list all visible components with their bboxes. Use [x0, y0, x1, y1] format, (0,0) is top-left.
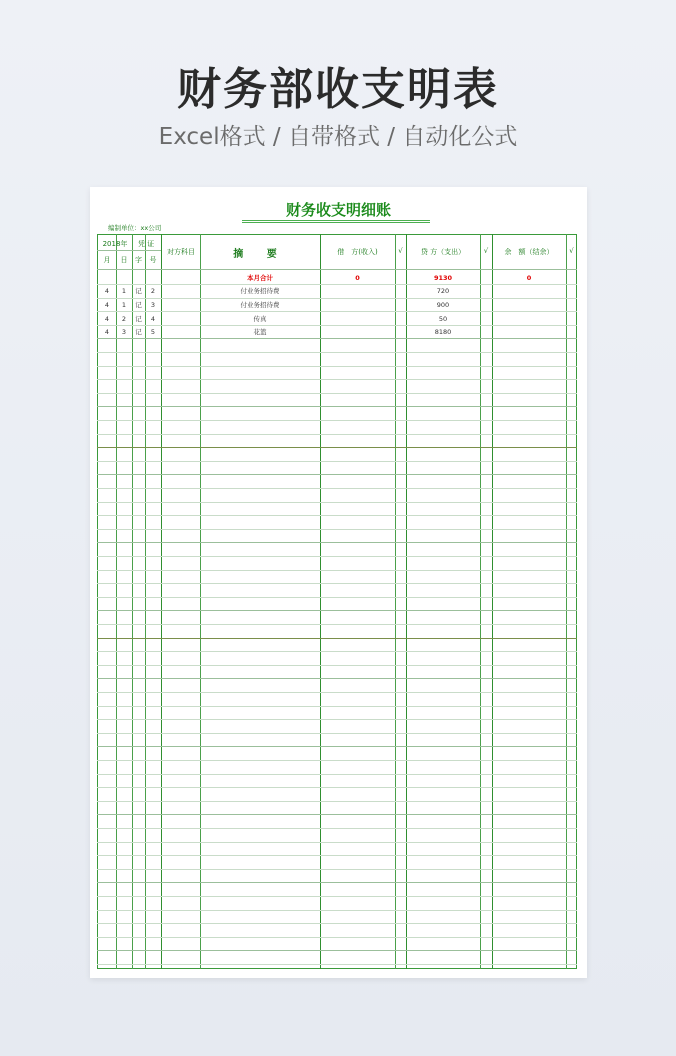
grid-row-line [97, 706, 577, 707]
header-type: 字 [135, 256, 142, 264]
total-balance: 0 [526, 274, 532, 282]
row-type: 记 [135, 315, 142, 323]
grid-row-line [97, 665, 577, 666]
grid-column-line [132, 234, 133, 969]
grid-column-line [480, 234, 481, 969]
row-summary: 传真 [253, 315, 267, 323]
header-day: 日 [120, 256, 128, 264]
row-credit: 720 [436, 287, 450, 295]
grid-row-line [97, 882, 577, 883]
grid-row-line [97, 787, 577, 788]
header-account: 对方科目 [167, 248, 195, 256]
ledger-grid [97, 234, 577, 969]
grid-column-line [406, 234, 407, 969]
row-summary: 付业务招待费 [240, 301, 280, 309]
grid-column-line [320, 234, 321, 969]
grid-header-line [97, 269, 577, 270]
header-debit: 借 方(收入) [337, 248, 378, 256]
grid-row-line [97, 434, 577, 435]
header-summary: 摘 要 [233, 249, 287, 260]
grid-row-line [97, 774, 577, 775]
header-check-2: √ [483, 247, 489, 255]
row-summary: 付业务招待费 [240, 287, 280, 295]
grid-row-line [97, 733, 577, 734]
grid-row-line [97, 393, 577, 394]
grid-row-line [97, 610, 577, 611]
grid-row-line [97, 406, 577, 407]
grid-column-line [200, 234, 201, 969]
unit-label: 编制单位：xx公司 [108, 224, 162, 232]
grid-row-line [97, 366, 577, 367]
row-type: 记 [135, 328, 142, 336]
grid-row-line [97, 311, 577, 312]
grid-row-line [97, 855, 577, 856]
header-credit: 贷 方（支出） [420, 248, 466, 256]
grid-row-line [97, 624, 577, 625]
row-day: 3 [121, 328, 127, 336]
grid-row-line [97, 719, 577, 720]
grid-row-line [97, 692, 577, 693]
grid-row-line [97, 352, 577, 353]
row-month: 4 [104, 301, 110, 309]
row-credit: 50 [438, 315, 448, 323]
total-credit: 9130 [433, 274, 453, 282]
row-type: 记 [135, 301, 142, 309]
grid-row-line [97, 923, 577, 924]
grid-row-line [97, 678, 577, 679]
grid-row-line [97, 488, 577, 489]
grid-row-line [97, 801, 577, 802]
grid-column-line [395, 234, 396, 969]
header-month: 月 [103, 256, 111, 264]
grid-row-line [97, 570, 577, 571]
grid-column-line [116, 234, 117, 969]
grid-row-line [97, 597, 577, 598]
page-subtitle: Excel格式 / 自带格式 / 自动化公式 [158, 124, 518, 150]
row-day: 1 [121, 287, 127, 295]
grid-row-line [97, 325, 577, 326]
grid-row-line [97, 814, 577, 815]
grid-row-line [97, 760, 577, 761]
grid-row-line [97, 583, 577, 584]
grid-row-line [97, 950, 577, 951]
page-title: 财务部收支明表 [177, 64, 499, 115]
header-year: 2018年 [102, 240, 128, 248]
grid-row-line [97, 638, 577, 639]
grid-row-line [97, 651, 577, 652]
grid-row-line [97, 937, 577, 938]
grid-row-line [97, 896, 577, 897]
grid-row-line [97, 556, 577, 557]
grid-row-line [97, 910, 577, 911]
grid-row-line [97, 515, 577, 516]
header-check-3: √ [569, 247, 574, 255]
grid-row-line [97, 964, 577, 965]
grid-row-line [97, 746, 577, 747]
title-underline-2 [242, 222, 430, 223]
row-month: 4 [104, 328, 110, 336]
header-balance: 余 额（结余） [504, 248, 554, 256]
header-number: 号 [149, 256, 157, 264]
row-credit: 8180 [434, 328, 452, 336]
row-month: 4 [104, 287, 110, 295]
grid-row-line [97, 828, 577, 829]
grid-row-line [97, 842, 577, 843]
grid-row-line [97, 474, 577, 475]
grid-header-line [97, 250, 161, 251]
row-number: 3 [150, 301, 156, 309]
grid-row-line [97, 447, 577, 448]
grid-row-line [97, 284, 577, 285]
grid-row-line [97, 461, 577, 462]
grid-column-line [492, 234, 493, 969]
total-debit: 0 [355, 274, 360, 282]
grid-row-line [97, 502, 577, 503]
row-credit: 900 [436, 301, 450, 309]
grid-row-line [97, 420, 577, 421]
row-number: 2 [150, 287, 156, 295]
row-day: 1 [121, 301, 127, 309]
row-day: 2 [121, 315, 127, 323]
grid-row-line [97, 529, 577, 530]
row-number: 5 [150, 328, 156, 336]
row-month: 4 [104, 315, 110, 323]
grid-row-line [97, 869, 577, 870]
grid-row-line [97, 338, 577, 339]
header-voucher: 凭 证 [137, 240, 155, 248]
total-summary: 本月合计 [247, 274, 273, 282]
header-check-1: √ [398, 247, 403, 255]
ledger-sheet [90, 187, 587, 978]
grid-column-line [145, 234, 146, 969]
row-number: 4 [150, 315, 156, 323]
row-summary: 花篮 [253, 328, 267, 336]
grid-column-line [566, 234, 567, 969]
grid-row-line [97, 298, 577, 299]
ledger-title: 财务收支明细账 [285, 201, 391, 219]
title-underline [242, 220, 430, 221]
grid-row-line [97, 542, 577, 543]
row-type: 记 [135, 287, 142, 295]
grid-column-line [161, 234, 162, 969]
grid-row-line [97, 379, 577, 380]
